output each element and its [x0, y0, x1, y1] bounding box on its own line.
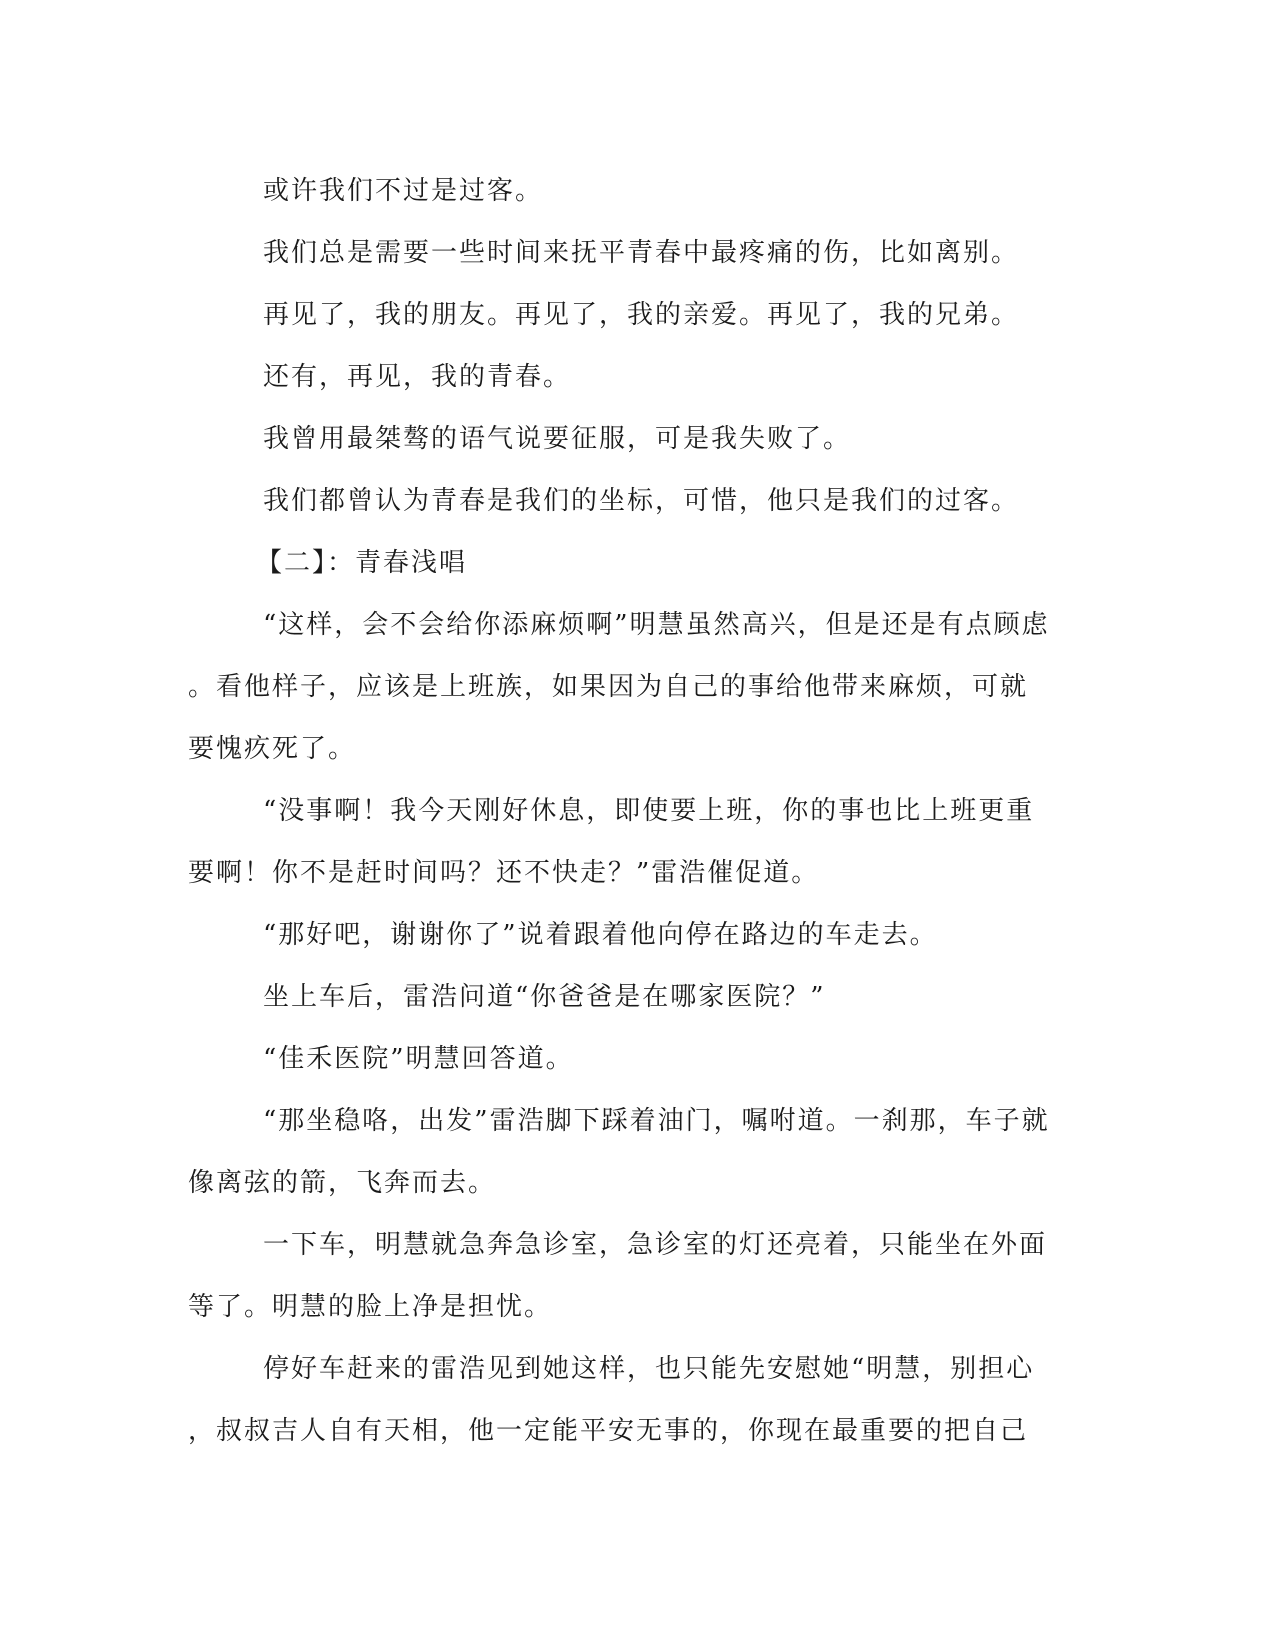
text-line: 坐上车后，雷浩问道“你爸爸是在哪家医院？” — [263, 982, 826, 1012]
text-line: 等了。明慧的脸上净是担忧。 — [188, 1292, 553, 1322]
text-line: “这样，会不会给你添麻烦啊”明慧虽然高兴，但是还是有点顾虑 — [263, 610, 1050, 640]
text-line: ，叔叔吉人自有天相，他一定能平安无事的，你现在最重要的把自己 — [188, 1416, 1029, 1446]
document-body — [188, 160, 1088, 1462]
text-line: 还有，再见，我的青春。 — [263, 362, 572, 392]
section-heading: 【二】：青春浅唱 — [256, 548, 468, 578]
text-line: 我们都曾认为青春是我们的坐标，可惜，他只是我们的过客。 — [263, 486, 1020, 516]
text-line: 或许我们不过是过客。 — [263, 176, 544, 206]
text-line: “没事啊！我今天刚好休息，即使要上班，你的事也比上班更重 — [263, 796, 1035, 826]
text-line: 再见了，我的朋友。再见了，我的亲爱。再见了，我的兄弟。 — [263, 300, 1020, 330]
text-line: 我们总是需要一些时间来抚平青春中最疼痛的伤，比如离别。 — [263, 238, 1020, 268]
text-line: 要啊！你不是赶时间吗？还不快走？”雷浩催促道。 — [188, 858, 820, 888]
text-line: 一下车，明慧就急奔急诊室，急诊室的灯还亮着，只能坐在外面 — [263, 1230, 1048, 1260]
text-line: 要愧疚死了。 — [188, 734, 357, 764]
text-line: “佳禾医院”明慧回答道。 — [263, 1044, 574, 1074]
text-line: “那坐稳咯，出发”雷浩脚下踩着油门，嘱咐道。一刹那，车子就 — [263, 1106, 1050, 1136]
text-line: 停好车赶来的雷浩见到她这样，也只能先安慰她“明慧，别担心 — [263, 1354, 1035, 1384]
text-line: “那好吧，谢谢你了”说着跟着他向停在路边的车走去。 — [263, 920, 938, 950]
text-line: 。看他样子，应该是上班族，如果因为自己的事给他带来麻烦，可就 — [188, 672, 1029, 702]
text-line: 像离弦的箭，飞奔而去。 — [188, 1168, 497, 1198]
text-line: 我曾用最桀骜的语气说要征服，可是我失败了。 — [263, 424, 852, 454]
